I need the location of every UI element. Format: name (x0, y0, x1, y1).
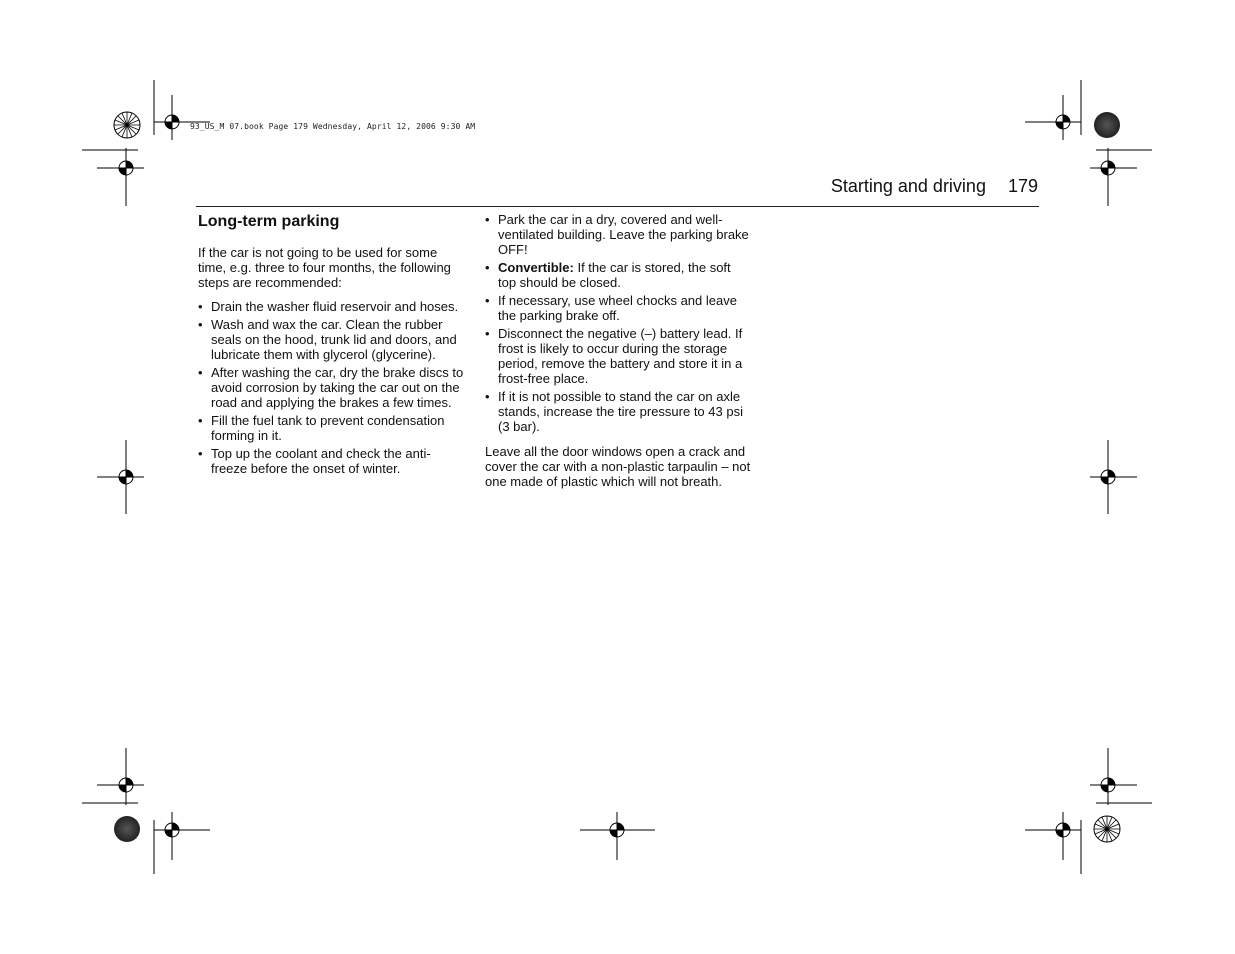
list-item: • Fill the fuel tank to prevent condensation forming in it. (198, 413, 464, 443)
list-item: • Top up the coolant and check the anti-freeze before the onset of winter. (198, 446, 464, 476)
print-slug: 93_US_M 07.book Page 179 Wednesday, April 12, 2006 9:30 AM (190, 122, 476, 131)
list-item: • After washing the car, dry the brake discs to avoid corrosion by taking the car out on the road and applying the brakes a few times. (198, 365, 464, 410)
page-number: 179 (1007, 176, 1038, 196)
closing-paragraph: Leave all the door windows open a crack and cover the car with a non-plastic tarpaulin – not one made of plastic which will not breath. (485, 444, 751, 489)
page-header (700, 176, 1038, 206)
list-item: • Drain the washer fluid reservoir and hoses. (198, 299, 464, 314)
list-item: • If necessary, use wheel chocks and leave the parking brake off. (485, 293, 751, 323)
list-item: • Wash and wax the car. Clean the rubber seals on the hood, trunk lid and doors, and lubricate them with glycerol (glycerine). (198, 317, 464, 362)
list-item: • If it is not possible to stand the car on axle stands, increase the tire pressure to 43 psi (3 bar). (485, 389, 751, 434)
section-heading: Long-term parking (198, 213, 340, 230)
column-right (485, 212, 751, 489)
intro-paragraph: If the car is not going to be used for some time, e.g. three to four months, the following steps are recommended: (198, 245, 451, 290)
steps-list-right (485, 212, 751, 434)
list-item (485, 260, 751, 290)
section-title: Starting and driving (830, 176, 986, 196)
convertible-text: If the car is stored, the soft top should be closed. (498, 260, 731, 290)
column-left (198, 212, 464, 479)
steps-list-left (198, 299, 464, 476)
list-item: • Disconnect the negative (–) battery lead. If frost is likely to occur during the storage period, remove the battery and store it in a frost-free place. (485, 326, 751, 386)
header-rule (196, 206, 1039, 207)
convertible-label: Convertible: (498, 260, 574, 275)
list-item: • Park the car in a dry, covered and well-ventilated building. Leave the parking brake OFF! (485, 212, 751, 257)
